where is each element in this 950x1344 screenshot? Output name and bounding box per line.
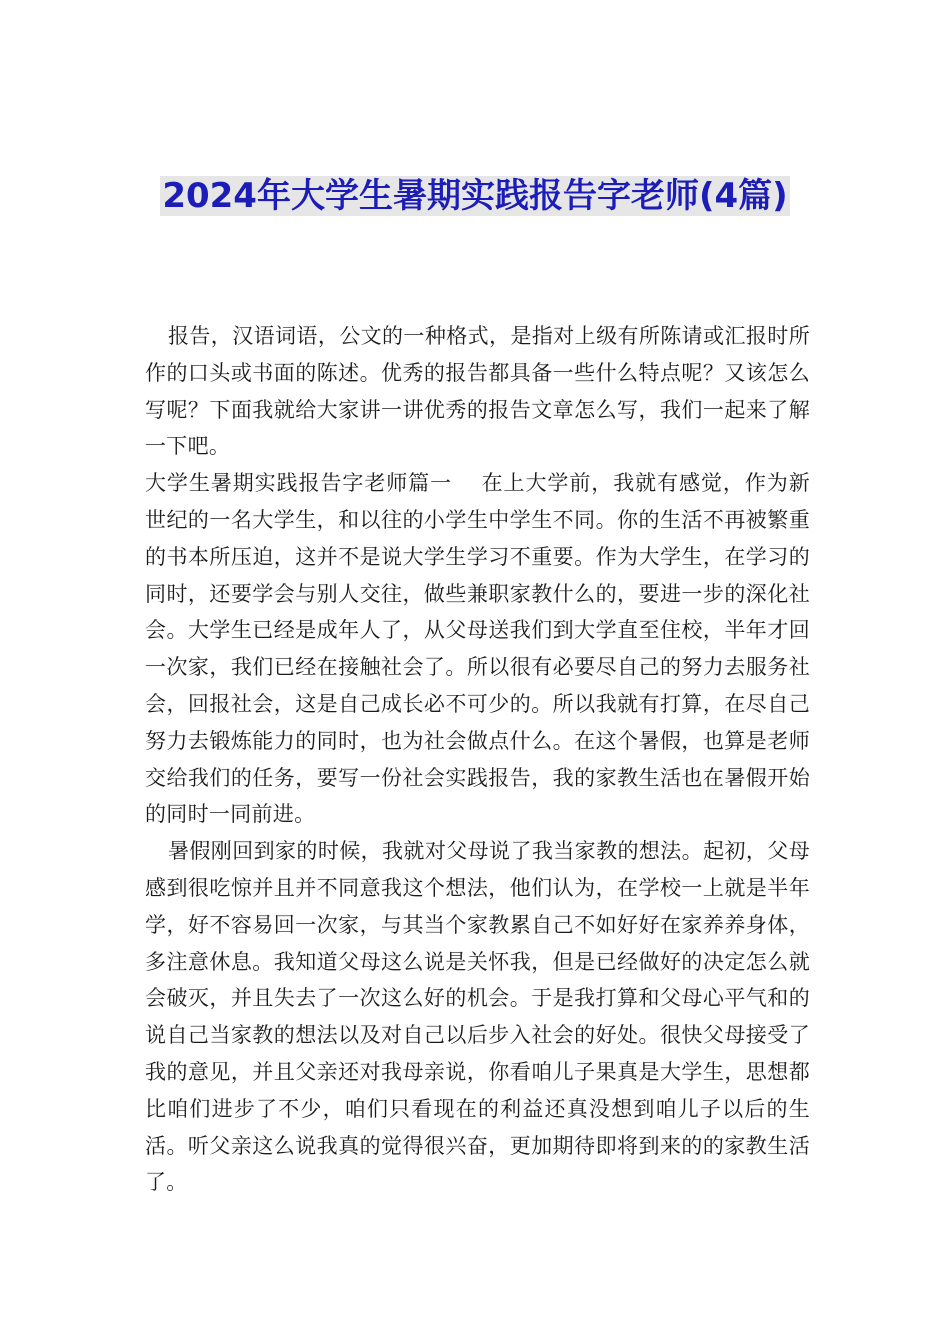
paragraph-intro: 报告，汉语词语，公文的一种格式，是指对上级有所陈请或汇报时所作的口头或书面的陈述。优秀的报告都具备一些什么特点呢？又该怎么写呢？下面我就给大家讲一讲优秀的报告文章怎么写，我们一起来了解一下吧。 [145,324,810,459]
paragraph-section-one: 大学生暑期实践报告字老师篇一 在上大学前，我就有感觉，作为新世纪的一名大学生，和以往的小学生中学生不同。你的生活不再被繁重的书本所压迫，这并不是说大学生学习不重要。作为大学生，在学习的同时，还要学会与别人交往，做些兼职家教什么的，要进一步的深化社会。大学生已经是成年人了，从父母送我们到大学直至住校，半年才回一次家，我们已经在接触社会了。所以很有必要尽自己的努力去服务社会，回报社会，这是自己成长必不可少的。所以我就有打算，在尽自己努力去锻炼能力的同时，也为社会做点什么。在这个暑假，也算是老师交给我们的任务，要写一份社会实践报告，我的家教生活也在暑假开始的同时一同前进。 [145,471,810,827]
document-title [150,172,800,220]
paragraph-summer-return: 暑假刚回到家的时候，我就对父母说了我当家教的想法。起初，父母感到很吃惊并且并不同意我这个想法，他们认为，在学校一上就是半年学，好不容易回一次家，与其当个家教累自己不如好好在家养养身体，多注意休息。我知道父母这么说是关怀我，但是已经做好的决定怎么就会破灭，并且失去了一次这么好的机会。于是我打算和父母心平气和的说自己当家教的想法以及对自己以后步入社会的好处。很快父母接受了我的意见，并且父亲还对我母亲说，你看咱儿子果真是大学生，思想都比咱们进步了不少，咱们只看现在的利益还真没想到咱儿子以后的生活。听父亲这么说我真的觉得很兴奋，更加期待即将到来的的家教生活了。 [145,839,810,1195]
document-body [145,318,810,1201]
document-title-text: 2024年大学生暑期实践报告字老师(4篇) [162,176,788,216]
